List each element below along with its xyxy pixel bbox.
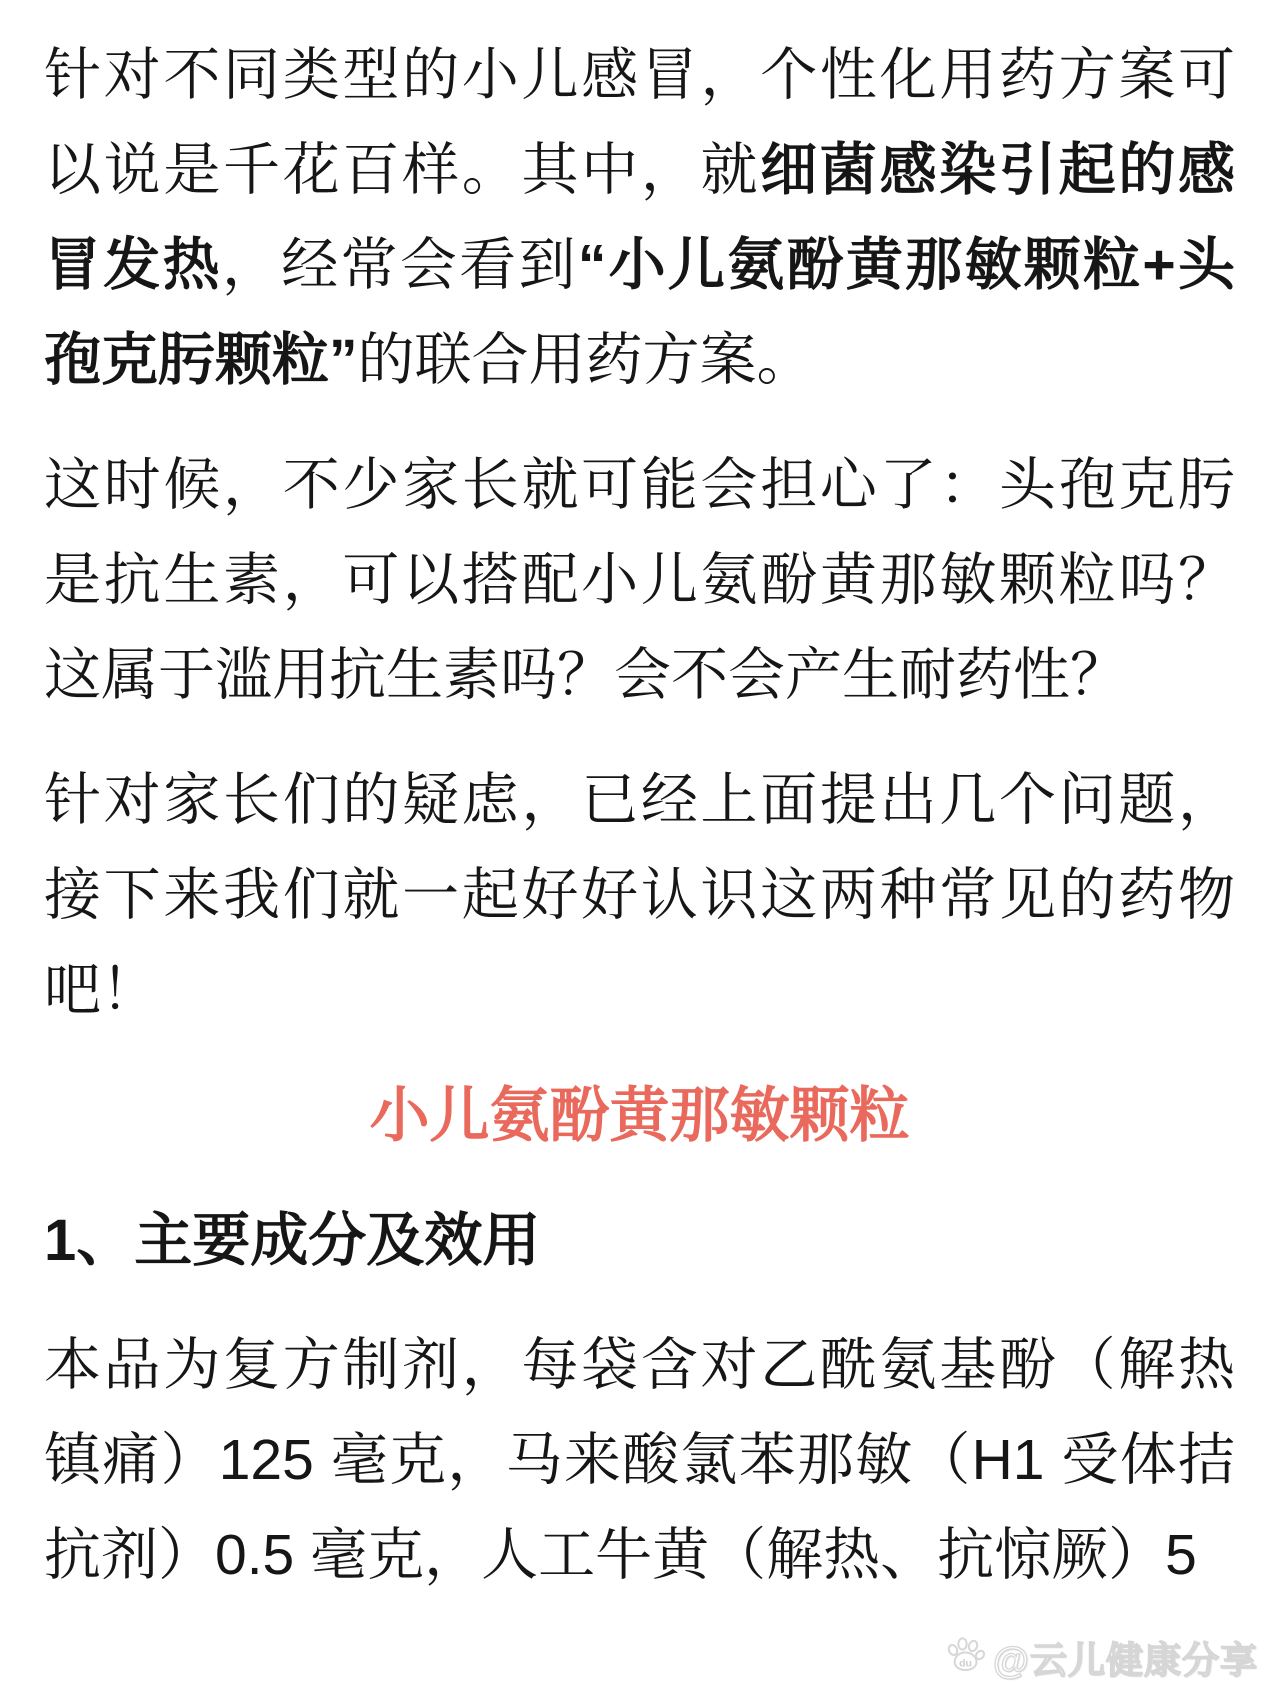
paragraph-transition: [44, 753, 1235, 1038]
text-run: 这时候，不少家长就可能会担心了：头孢克肟是抗生素，可以搭配小儿氨酚黄那敏颗粒吗？这属于滥用抗生素吗？会不会产生耐药性？: [44, 453, 1235, 707]
baidu-paw-icon: [944, 1636, 986, 1678]
subsection-title-ingredients: 1、主要成分及效用: [44, 1208, 541, 1273]
drug-section-title: 小儿氨酚黄那敏颗粒: [369, 1082, 910, 1149]
text-run: 本品为复方制剂，每袋含对乙酰氨基酚（解热镇痛）125 毫克，马来酸氯苯那敏（H1 受体拮抗剂）0.5 毫克，人工牛黄（解热、抗惊厥）5: [44, 1333, 1235, 1587]
text-run: 针对不同类型的小儿感冒，个性化用药方案可以说是千花百样。其中，就: [44, 43, 1235, 202]
paragraph-parent-concerns: [44, 438, 1235, 723]
text-run: 针对家长们的疑虑，已经上面提出几个问题，接下来我们就一起好好认识这两种常见的药物吧！: [44, 768, 1235, 1022]
text-run: ，经常会看到: [221, 233, 578, 297]
watermark-handle: @云儿健康分享: [992, 1640, 1258, 1681]
text-run: 的联合用药方案。: [357, 328, 814, 392]
text-run: 细菌感染引起的感冒发热: [44, 138, 1236, 297]
watermark: [944, 1630, 1258, 1684]
svg-text:du: du: [958, 1657, 972, 1670]
paragraph-ingredients: [44, 1318, 1235, 1603]
paragraph-intro: [44, 28, 1235, 408]
text-run: “小儿氨酚黄那敏颗粒+头孢克肟颗粒”: [44, 233, 1236, 392]
